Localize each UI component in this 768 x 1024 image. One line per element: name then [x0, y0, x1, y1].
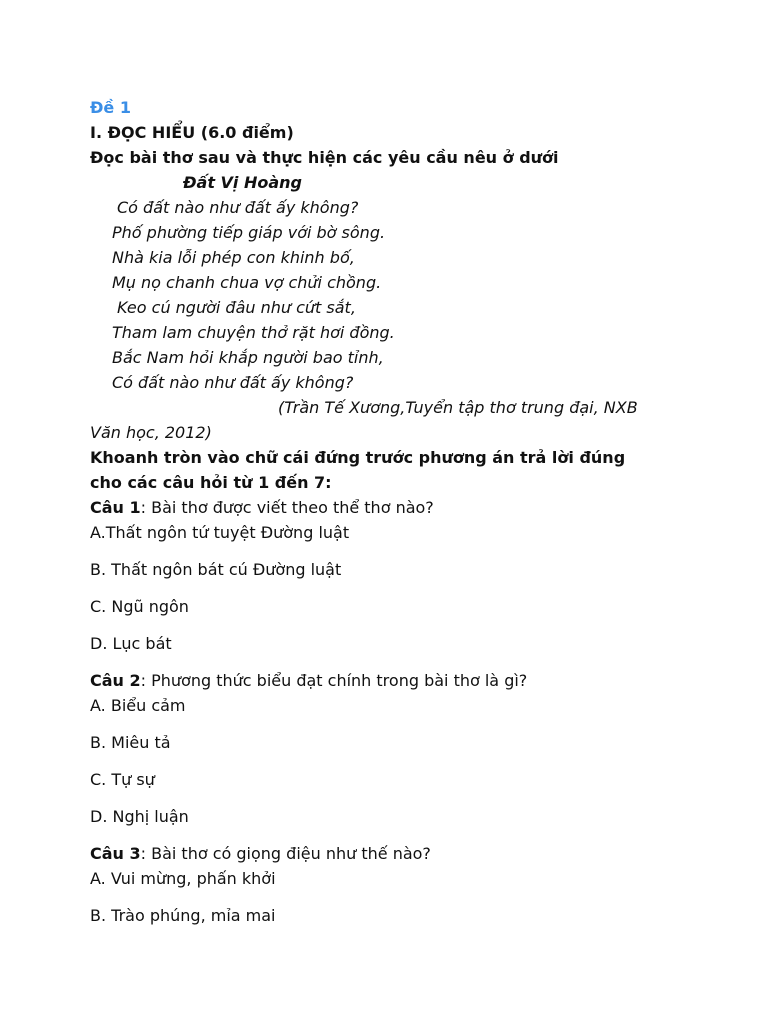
question-text: : Bài thơ được viết theo thể thơ nào?: [140, 498, 434, 517]
answer-option[interactable]: A. Biểu cảm: [90, 696, 186, 715]
question-text: : Phương thức biểu đạt chính trong bài thơ là gì?: [140, 671, 528, 690]
answer-option[interactable]: A.Thất ngôn tứ tuyệt Đường luật: [90, 523, 350, 542]
section-heading: I. ĐỌC HIỂU (6.0 điểm): [90, 123, 294, 142]
poem-line: Tham lam chuyện thở rặt hơi đồng.: [112, 323, 395, 342]
question-3: [90, 841, 690, 866]
exam-number: Đề 1: [90, 98, 131, 117]
poem-line: Bắc Nam hỏi khắp người bao tỉnh,: [112, 348, 384, 367]
poem-source-cont: Văn học, 2012): [90, 423, 212, 442]
answer-instruction: Khoanh tròn vào chữ cái đứng trước phương án trả lời đúng: [90, 448, 626, 467]
answer-option[interactable]: B. Thất ngôn bát cú Đường luật: [90, 560, 342, 579]
question-label: Câu 2: [90, 671, 141, 690]
question-1: [90, 495, 690, 520]
section-instruction: Đọc bài thơ sau và thực hiện các yêu cầu nêu ở dưới: [90, 148, 559, 167]
question-text: : Bài thơ có giọng điệu như thế nào?: [140, 844, 431, 863]
question-2: [90, 668, 690, 693]
answer-option[interactable]: A. Vui mừng, phấn khởi: [90, 869, 276, 888]
question-label: Câu 3: [90, 844, 141, 863]
document-page: [90, 95, 690, 940]
answer-option[interactable]: B. Trào phúng, mỉa mai: [90, 906, 276, 925]
answer-option[interactable]: B. Miêu tả: [90, 733, 171, 752]
poem-line: Có đất nào như đất ấy không?: [117, 198, 359, 217]
poem-title: Đất Vị Hoàng: [183, 173, 302, 192]
answer-option[interactable]: C. Tự sự: [90, 770, 155, 789]
poem-line: Nhà kia lỗi phép con khinh bố,: [112, 248, 355, 267]
answer-option[interactable]: D. Nghị luận: [90, 807, 189, 826]
poem-line: Mụ nọ chanh chua vợ chửi chồng.: [112, 273, 382, 292]
poem-line: Có đất nào như đất ấy không?: [112, 373, 354, 392]
answer-option[interactable]: C. Ngũ ngôn: [90, 597, 189, 616]
answer-option[interactable]: D. Lục bát: [90, 634, 172, 653]
poem-source: (Trần Tế Xương,Tuyển tập thơ trung đại, NXB: [278, 398, 638, 417]
poem-line: Phố phường tiếp giáp với bờ sông.: [112, 223, 386, 242]
answer-instruction-cont: cho các câu hỏi từ 1 đến 7:: [90, 473, 332, 492]
poem-line: Keo cú người đâu như cứt sắt,: [117, 298, 356, 317]
question-label: Câu 1: [90, 498, 141, 517]
